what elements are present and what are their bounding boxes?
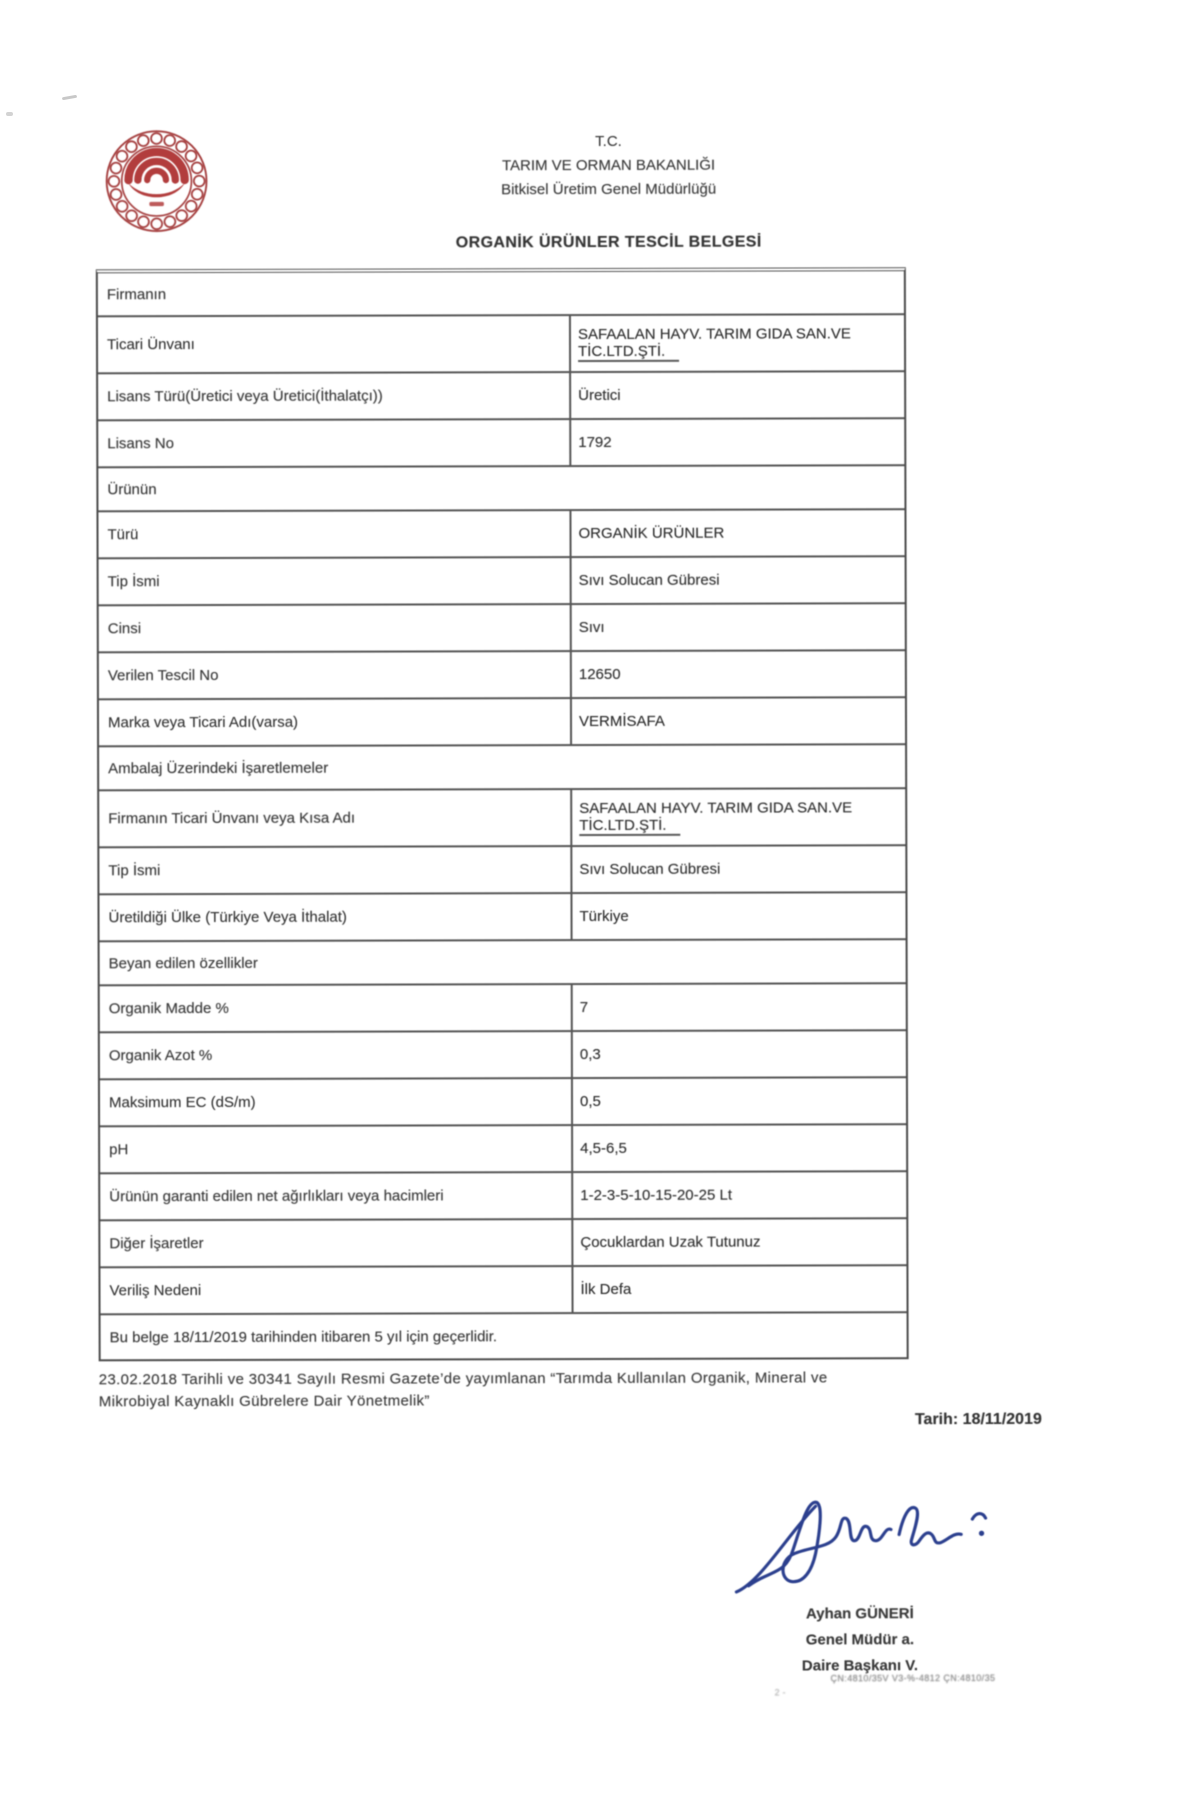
row-value-text: İlk Defa [580,1280,632,1299]
row-label: Firmanın Ticari Ünvanı veya Kısa Adı [108,809,356,828]
header-line-ministry: TARIM VE ORMAN BAKANLIĞI [501,156,716,175]
row-value-text: 7 [579,999,589,1017]
table-row [99,602,905,651]
row-value-text: 12650 [578,665,621,684]
section-label: Beyan edilen özellikler [108,954,258,972]
row-label: Cinsi [107,620,142,638]
row-label: Lisans No [107,435,175,453]
ministry-emblem-icon [104,129,208,233]
row-value-line2: TİC.LTD.ŞTİ. [579,816,680,835]
validity-note: Bu belge 18/11/2019 tarihinden itibaren 5 yıl için geçerlidir. [109,1327,498,1346]
row-value [570,604,905,650]
row-label: pH [109,1141,129,1159]
row-value-line2: TİC.LTD.ŞTİ. [578,342,679,361]
row-value-text: Sıvı Solucan Gübresi [579,860,721,879]
table-row [98,370,904,419]
date-label: Tarih: 18/11/2019 [914,1410,1042,1429]
table-row [99,649,905,698]
row-value-text: 0,5 [579,1092,601,1111]
row-value-text: 0,3 [579,1045,601,1064]
row-value-text: Çocuklardan Uzak Tutunuz [580,1233,761,1252]
row-value-line1: SAFAALAN HAYV. TARIM GIDA SAN.VE [579,798,853,817]
row-value [571,1125,906,1171]
table-row [98,313,904,372]
row-label: Veriliş Nedeni [109,1282,202,1300]
table-row [100,1029,906,1078]
table-row [98,464,904,510]
table-row [100,982,906,1031]
row-label: Organik Madde % [108,999,229,1018]
table-row [100,1217,906,1266]
table-row [100,1170,906,1219]
table-row [101,1311,907,1359]
row-label: Ticari Ünvanı [106,336,195,354]
table-row [99,787,905,846]
table-row [98,271,904,315]
section-label: Firmanın [106,285,167,303]
row-label: Üretildiği Ülke (Türkiye Veya İthalat) [108,908,347,927]
row-value [571,1078,906,1124]
table-row [99,555,905,604]
row-value [569,315,904,371]
row-value-text: 1792 [578,433,612,452]
row-value-text: Sıvı [578,618,605,637]
row-label: Lisans Türü(Üretici veya Üretici(İthalatçı)) [107,387,383,406]
row-value-text: Sıvı Solucan Gübresi [578,571,720,590]
row-value [569,372,904,418]
row-label: Marka veya Ticari Adı(varsa) [107,713,299,732]
signature-ink [730,1487,1015,1603]
document-header [298,129,918,203]
row-value-text: 4,5-6,5 [580,1139,627,1158]
row-value [571,984,906,1030]
table-row [100,1264,906,1313]
signer-title-2: Daire Başkanı V. [801,1657,919,1675]
row-value-text: Üretici [578,386,621,405]
row-value [571,1172,906,1218]
row-value [570,557,905,603]
row-value-line1: SAFAALAN HAYV. TARIM GIDA SAN.VE [577,324,851,343]
row-label: Türü [107,526,139,544]
table-row [99,743,905,789]
signer-name: Ayhan GÜNERİ [805,1605,914,1623]
section-label: Ürünün [107,480,157,498]
fine-print-fragment: 2- [774,1687,789,1698]
table-row [100,938,906,984]
certificate-table [96,267,909,1361]
row-value-text: VERMİSAFA [578,712,665,731]
row-value [571,1266,906,1312]
table-row [99,696,905,745]
row-value [570,893,905,939]
row-value [570,789,905,845]
signer-title-1: Genel Müdür a. [805,1631,915,1649]
row-value-text: ORGANİK ÜRÜNLER [578,524,725,543]
row-value [569,510,904,556]
header-line-directorate: Bitkisel Üretim Genel Müdürlüğü [501,180,717,199]
row-label: Diğer İşaretler [109,1235,204,1253]
row-label: Tip İsmi [107,573,160,591]
header-line-tc: T.C. [595,132,622,151]
table-row [100,1123,906,1172]
fine-print-code: ÇN:4810/35V V3-%-4812 ÇN:4810/35 [830,1672,996,1684]
row-value-text: 1-2-3-5-10-15-20-25 Lt [580,1186,733,1205]
section-label: Ambalaj Üzerindeki İşaretlemeler [108,759,329,777]
row-value-text: Türkiye [579,907,629,926]
row-value [571,1031,906,1077]
regulation-reference: 23.02.2018 Tarihli ve 30341 Sayılı Resmi Gazete’de yayımlanan “Tarımda Kullanılan Organik, Mineral ve Mikrobiyal Kaynaklı Gübrelere Dair Yönetmelik” [98,1369,828,1411]
row-value [570,698,905,744]
table-row [98,508,904,557]
table-row [98,417,904,466]
page-title: ORGANİK ÜRÜNLER TESCİL BELGESİ [455,233,762,252]
row-label: Verilen Tescil No [107,666,219,685]
row-label: Maksimum EC (dS/m) [108,1093,256,1112]
row-value [570,846,905,892]
row-value [570,651,905,697]
table-row [99,891,905,940]
row-label: Tip İsmi [108,862,161,880]
row-label: Organik Azot % [108,1047,213,1065]
row-value [569,419,904,465]
table-row [100,1076,906,1125]
row-value [571,1219,906,1265]
row-label: Ürünün garanti edilen net ağırlıkları veya hacimleri [109,1187,444,1206]
table-row [99,844,905,893]
signature-block [742,1601,977,1680]
